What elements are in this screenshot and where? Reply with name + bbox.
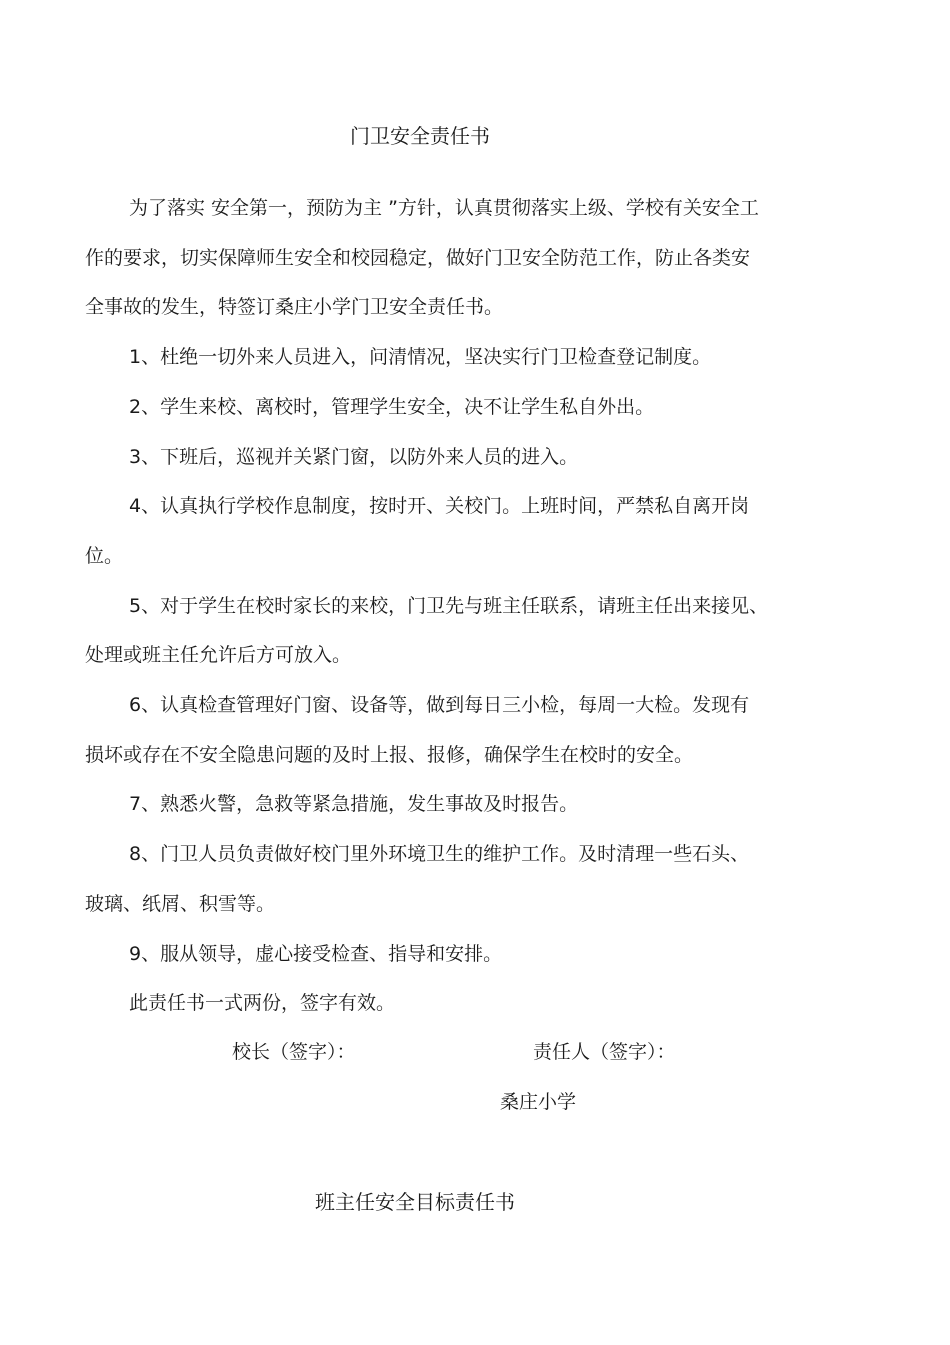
item-4-line-1: 4、认真执行学校作息制度，按时开、关校门。上班时间，严禁私自离开岗 xyxy=(129,495,750,518)
document-title: 门卫安全责任书 xyxy=(350,124,490,148)
intro-paragraph xyxy=(85,184,855,234)
item-6-line-1: 6、认真检查管理好门窗、设备等，做到每日三小检，每周一大检。发现有 xyxy=(129,694,750,717)
next-document-title: 班主任安全目标责任书 xyxy=(315,1190,515,1214)
item-3: 3、下班后，巡视并关紧门窗，以防外来人员的进入。 xyxy=(129,445,579,468)
item-4-line-2: 位。 xyxy=(85,544,124,567)
item-1: 1、杜绝一切外来人员进入，问清情况，坚决实行门卫检查登记制度。 xyxy=(129,346,712,369)
closing-statement: 此责任书一式两份，签字有效。 xyxy=(129,992,396,1015)
item-8-line-2: 玻璃、纸屑、积雪等。 xyxy=(85,892,276,915)
document-body xyxy=(85,184,855,1029)
item-8-line-1: 8、门卫人员负责做好校门里外环境卫生的维护工作。及时清理一些石头、 xyxy=(129,843,750,866)
intro-line-2: 作的要求，切实保障师生安全和校园稳定，做好门卫安全防范工作，防止各类安 xyxy=(85,246,751,269)
item-5-line-1: 5、对于学生在校时家长的来校，门卫先与班主任联系，请班主任出来接见、 xyxy=(129,594,769,617)
responsible-person-signature-label: 责任人（签字）： xyxy=(533,1041,676,1063)
school-name: 桑庄小学 xyxy=(500,1091,577,1113)
intro-line-1: 为了落实 安全第一，预防为主 ”方针，认真贯彻落实上级、学校有关安全工 xyxy=(129,197,759,219)
item-9: 9、服从领导，虚心接受检查、指导和安排。 xyxy=(129,942,503,965)
item-7: 7、熟悉火警，急救等紧急措施，发生事故及时报告。 xyxy=(129,793,579,816)
principal-signature-label: 校长（签字）： xyxy=(232,1041,356,1063)
intro-line-3: 全事故的发生，特签订桑庄小学门卫安全责任书。 xyxy=(85,296,504,319)
item-6-line-2: 损坏或存在不安全隐患问题的及时上报、报修，确保学生在校时的安全。 xyxy=(85,743,694,766)
item-5-line-2: 处理或班主任允许后方可放入。 xyxy=(85,644,352,667)
item-2: 2、学生来校、离校时，管理学生安全，决不让学生私自外出。 xyxy=(129,395,655,418)
